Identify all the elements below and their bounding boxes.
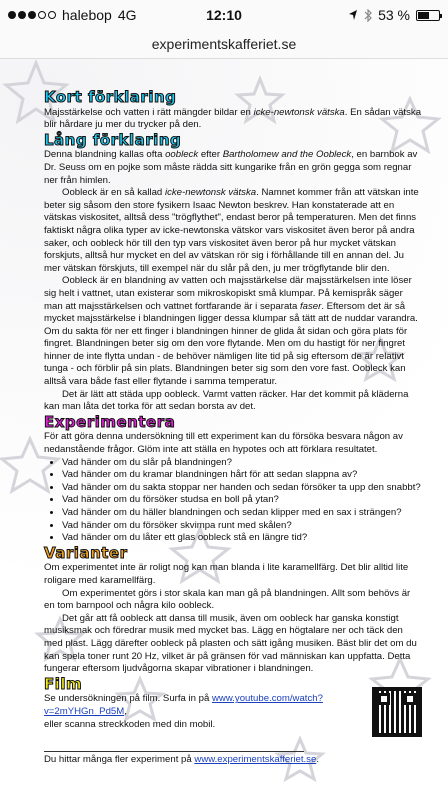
- carrier-name: halebop: [62, 7, 112, 23]
- battery-icon: [416, 10, 440, 21]
- list-item: • Vad händer om du försöker skvimpa runt med skålen?: [62, 520, 422, 533]
- list-item: • Vad händer om du häller blandningen och sedan klipper med en sax i strängen?: [62, 507, 422, 520]
- list-item: • Vad händer om du kramar blandningen hårt för att sedan slappna av?: [62, 469, 422, 482]
- heading-varianter: Varianter: [44, 543, 128, 562]
- footer-link[interactable]: www.experimentskafferiet.se: [194, 754, 317, 766]
- lang-paragraph-3: Oobleck är en blandning av vatten och majsstärkelse där majsstärkelsen inte löser sig helt i vattnet, utan existerar som mikroskopiskt små klumpar. På kemispråk säger man att majsstärkelsen och vattnet fortfarande är i separata faser. Eftersom det är så mycket majsstärkelse i blandningen ligger dessa klumpar så tätt att de nuddar varandra. Om du sakta för ner ett finger i blandningen hinner de glida åt sidan och göra plats för fingret. Blandningen beter sig om den vore flytande. Men om du hastigt för ner fingret hinner de inte flytta undan - de behöver nämligen lite tid på sig eftersom de är relativt tunga - och förblir på sin plats. Blandningen beter sig som den vore fast. Oobleck kan alltså vara både fast eller flytande i samma temperatur.: [44, 275, 418, 388]
- youtube-link[interactable]: www.youtube.com/watch?v=2mYHGn_Pd5M: [44, 693, 323, 717]
- url-domain[interactable]: experimentskafferiet.se: [151, 36, 297, 52]
- film-text: Se undersökningen på film. Surfa in på www.youtube.com/watch?v=2mYHGn_Pd5M, eller scanna streckkoden med din mobil.: [44, 693, 323, 730]
- battery-percent: 53 %: [378, 7, 410, 23]
- kort-forklaring-text: Majsstärkelse och vatten i rätt mängder bildar en icke-newtonsk vätska. En sådan vätska blir hårdare ju mer du trycker på den.: [44, 106, 422, 131]
- url-bar[interactable]: [0, 30, 448, 59]
- signal-strength-icon: [8, 11, 56, 19]
- varianter-paragraph-2: Om experimentet görs i stor skala kan man gå på blandningen. Allt som behövs är en tom barnpool och några kilo oobleck.: [44, 587, 411, 612]
- bluetooth-icon: [364, 9, 372, 22]
- location-arrow-icon: [348, 9, 358, 21]
- heading-experimentera: Experimentera: [44, 412, 176, 431]
- qr-code-icon: [372, 687, 422, 737]
- heading-film: Film: [44, 674, 83, 693]
- footer-divider: [44, 751, 304, 752]
- network-type: 4G: [117, 7, 137, 23]
- heading-kort-forklaring: Kort förklaring: [44, 88, 177, 106]
- lang-paragraph-4: Det är lätt att städa upp oobleck. Varmt vatten räcker. Har det kommit på kläderna kan man låta det torka för att sedan borsta av det.: [44, 388, 409, 413]
- document-page: [0, 59, 448, 795]
- film-section: [44, 693, 422, 737]
- list-item: • Vad händer om du försöker studsa en boll på ytan?: [62, 494, 422, 507]
- footer-text: Du hittar många fler experiment på www.experimentskafferiet.se.: [44, 754, 319, 766]
- lang-paragraph-2: Oobleck är en så kallad icke-newtonsk vätska. Namnet kommer från att vätskan inte beter sig såsom den store fysikern Isaac Newton beskrev. Han konstaterade att en vätskas viskositet, alltså dess "trögflythet", endast beror på temperaturen. Men det finns faktiskt några olika typer av icke-newtonska vätskor vars viskositet även beror på andra saker, och oobleck hör till den typ vars viskositet även beror på hur mycket vätskan forskjuts, alltså hur mycket en del av vätskan rör sig i förhållande till en annan del. Ju mer vätskan förskjuts, till exempel när du slår på den, ju mer trögflytande blir den.: [44, 187, 419, 274]
- varianter-paragraph-1: Om experimentet inte är roligt nog kan man blanda i lite karamellfärg. Det blir alltid lite roligare med karamellfärg.: [44, 562, 409, 586]
- list-item: • Vad händer om du låter ett glas oobleck stå en längre tid?: [62, 532, 422, 545]
- status-bar: [0, 0, 448, 30]
- lang-paragraph-1: Denna blandning kallas ofta oobleck efter Bartholomew and the Oobleck, en barnbok av Dr. Seuss om en pojke som måste rädda sitt kungarike från en grön gegga som regnar ner från himlen.: [44, 149, 418, 186]
- varianter-paragraph-3: Det går att få oobleck att dansa till musik, även om oobleck har ganska konstigt musiksmak och föredrar musik med mycket bas. Lägg en högtalare ner och täck den med plast. Lägg därefter oobleck på plasten och sätt igång musiken. Bäst blir det om du kan spela toner runt 20 Hz, vilket är på gränsen för vad människan kan uppfatta. Detta fungerar eftersom ljudvågorna skapar vibrationer i blandningen.: [44, 612, 417, 675]
- clock: 12:10: [206, 7, 242, 23]
- list-item: • Vad händer om du sakta stoppar ner handen och sedan försöker ta upp den snabbt?: [62, 482, 422, 495]
- heading-lang-forklaring: Lång förklaring: [44, 130, 182, 149]
- status-right: [348, 7, 440, 23]
- document-content: [0, 59, 448, 767]
- status-left: [8, 7, 137, 23]
- question-list: [44, 457, 422, 545]
- experimentera-intro: För att göra denna undersökning till ett experiment kan du försöka besvara någon av nedanstående frågor. Glöm inte att ställa en hypotes och att förklara resultatet.: [44, 431, 403, 456]
- list-item: • Vad händer om du slår på blandningen?: [62, 457, 422, 470]
